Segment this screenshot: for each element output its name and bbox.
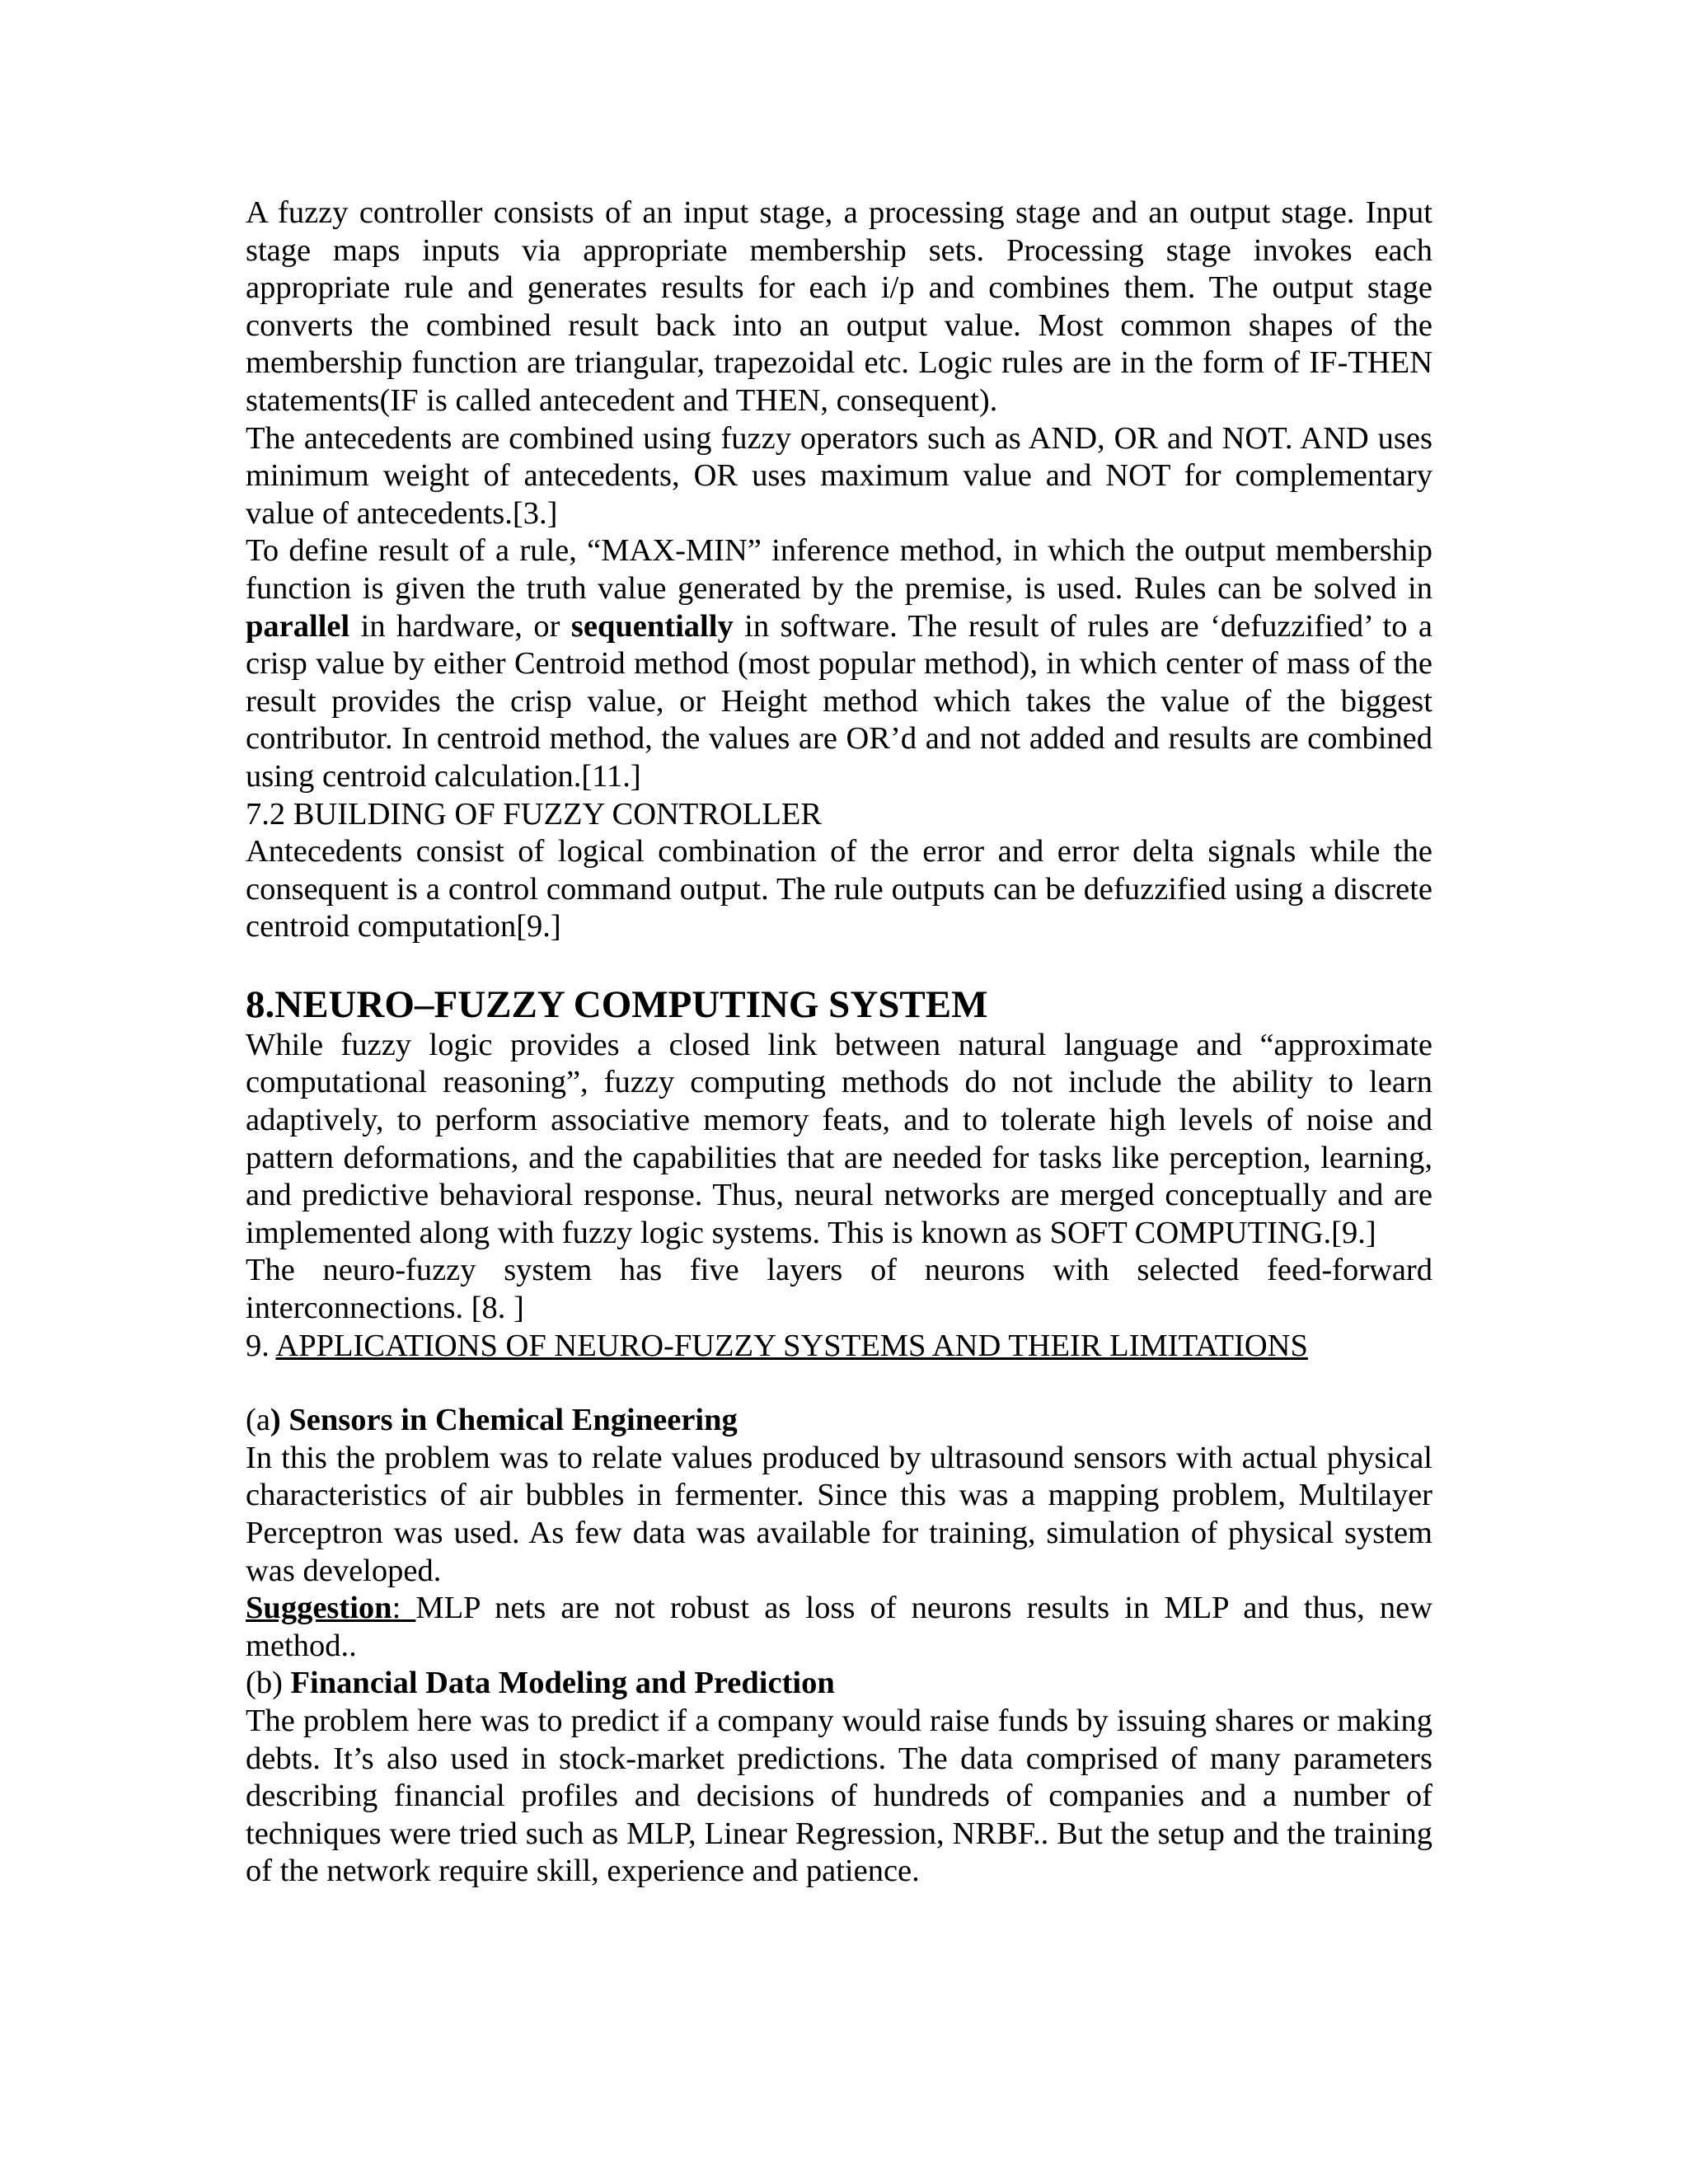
subsection-b-title-text: Financial Data Modeling and Prediction xyxy=(290,1666,835,1701)
section-7-2-title: 7.2 BUILDING OF FUZZY CONTROLLER xyxy=(246,796,823,832)
paragraph-five-layers: The neuro-fuzzy system has five layers of neurons with selected feed-forward interconnections. [8. ] xyxy=(246,1253,1432,1326)
paragraph-suggestion xyxy=(246,1590,1432,1665)
text-run: in hardware, or xyxy=(349,608,571,644)
suggestion-colon: : xyxy=(392,1591,416,1626)
subsection-b-title xyxy=(246,1665,1432,1703)
paragraph-max-min xyxy=(246,532,1432,795)
section-9-number: 9. xyxy=(246,1328,276,1363)
section-9-title xyxy=(246,1328,1432,1366)
suggestion-text: MLP nets are not robust as loss of neurons results in MLP and thus, new method.. xyxy=(246,1591,1432,1663)
text-run: in software. The result of rules are ‘defuzzified’ to a crisp value by either Centroid method (most popular method), in which center of mass of the result provides the crisp value, or Height method which takes the value of the biggest contributor. In centroid method, the values are OR’d and not added and results are combined using centroid calculation.[11.] xyxy=(246,608,1432,794)
subsection-a-prefix: (a xyxy=(246,1403,270,1438)
section-8-heading: 8.NEURO–FUZZY COMPUTING SYSTEM xyxy=(246,982,988,1026)
text-run: To define result of a rule, “MAX-MIN” inference method, in which the output membership function is given the truth value generated by the premise, is used. Rules can be solved in xyxy=(246,533,1432,606)
subsection-a-title-text: ) Sensors in Chemical Engineering xyxy=(270,1403,738,1438)
bold-sequentially: sequentially xyxy=(570,608,734,644)
bold-parallel: parallel xyxy=(246,608,350,644)
subsection-a-title xyxy=(246,1402,1432,1440)
paragraph-fuzzy-controller: A fuzzy controller consists of an input stage, a processing stage and an output stage. Input stage maps inputs via appropriate membership sets. Processing stage invokes each appropriate rule and generates results for each i/p and combines them. The output stage converts the combined result back into an output value. Most common shapes of the membership function are triangular, trapezoidal etc. Logic rules are in the form of IF-THEN statements(IF is called antecedent and THEN, consequent). xyxy=(246,195,1432,418)
paragraph-financial: The problem here was to predict if a company would raise funds by issuing shares or making debts. It’s also used in stock-market predictions. The data comprised of many parameters describing financial profiles and decisions of hundreds of companies and a number of techniques were tried such as MLP, Linear Regression, NRBF.. But the setup and the training of the network require skill, experience and patience. xyxy=(246,1703,1432,1889)
document-page xyxy=(246,194,1432,1891)
paragraph-sensors: In this the problem was to relate values produced by ultrasound sensors with actual physical characteristics of air bubbles in fermenter. Since this was a mapping problem, Multilayer Perceptron was used. As few data was available for training, simulation of physical system was developed. xyxy=(246,1440,1432,1588)
paragraph-antecedents: The antecedents are combined using fuzzy operators such as AND, OR and NOT. AND uses minimum weight of antecedents, OR uses maximum value and NOT for complementary value of antecedents.[3.] xyxy=(246,420,1432,531)
section-9-title-text: APPLICATIONS OF NEURO-FUZZY SYSTEMS AND THEIR LIMITATIONS xyxy=(275,1328,1308,1363)
paragraph-building-controller: Antecedents consist of logical combination of the error and error delta signals while the consequent is a control command output. The rule outputs can be defuzzified using a discrete centroid computation[9.] xyxy=(246,834,1432,944)
paragraph-soft-computing: While fuzzy logic provides a closed link between natural language and “approximate computational reasoning”, fuzzy computing methods do not include the ability to learn adaptively, to perform associative memory feats, and to tolerate high levels of noise and pattern deformations, and the capabilities that are needed for tasks like perception, learning, and predictive behavioral response. Thus, neural networks are merged conceptually and are implemented along with fuzzy logic systems. This is known as SOFT COMPUTING.[9.] xyxy=(246,1027,1432,1250)
subsection-b-prefix: (b) xyxy=(246,1666,291,1701)
suggestion-label: Suggestion xyxy=(246,1591,392,1626)
spacer xyxy=(246,1365,1432,1402)
